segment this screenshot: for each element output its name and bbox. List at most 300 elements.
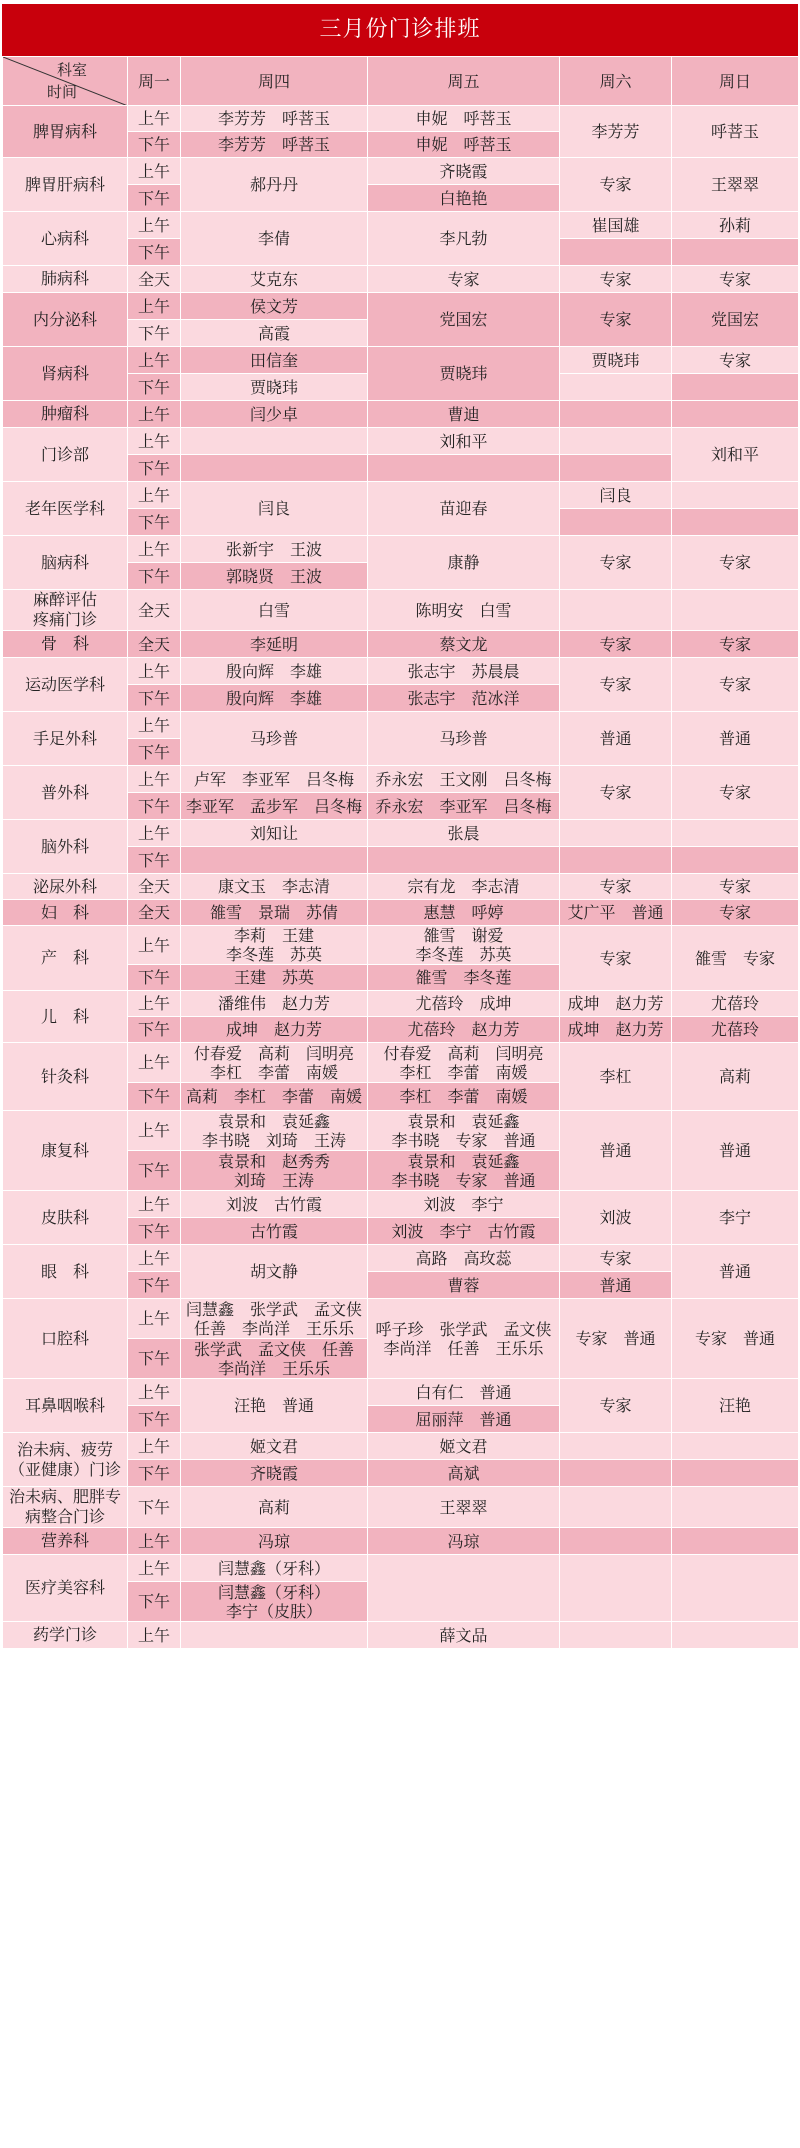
schedule-cell-sun: 雒雪 专家 xyxy=(672,926,799,991)
schedule-cell-sun: 专家 xyxy=(672,874,799,900)
schedule-cell-thu xyxy=(181,455,368,482)
table-row xyxy=(3,1433,799,1460)
header-day: 周日 xyxy=(672,57,799,106)
schedule-cell-sun xyxy=(672,820,799,847)
schedule-cell-fri xyxy=(368,847,560,874)
session-time: 上午 xyxy=(128,347,181,374)
schedule-cell-thu: 田信奎 xyxy=(181,347,368,374)
session-time: 下午 xyxy=(128,1582,181,1622)
schedule-cell-sun xyxy=(672,482,799,509)
table-row xyxy=(3,1245,799,1272)
schedule-cell-fri xyxy=(368,1043,560,1083)
schedule-cell-sun: 专家 xyxy=(672,658,799,712)
schedule-cell-thu: 李芳芳 呼菩玉 xyxy=(181,106,368,132)
cell-line: 李尚洋 王乐乐 xyxy=(217,1358,330,1378)
schedule-cell-thu: 贾晓玮 xyxy=(181,374,368,401)
schedule-cell-fri: 姬文君 xyxy=(368,1433,560,1460)
corner-label-time: 时间 xyxy=(47,83,78,101)
department-name: 皮肤科 xyxy=(3,1191,128,1245)
department-name: 脾胃病科 xyxy=(3,106,128,158)
schedule-cell-sat: 专家 xyxy=(560,1379,672,1433)
department-name: 妇 科 xyxy=(3,900,128,926)
schedule-cell-fri: 尤蓓玲 成坤 xyxy=(368,991,560,1017)
schedule-cell-sat xyxy=(560,1433,672,1460)
session-time: 下午 xyxy=(128,1272,181,1299)
schedule-cell-fri: 雒雪 李冬莲 xyxy=(368,965,560,991)
header-corner-cell xyxy=(3,57,128,106)
schedule-cell-thu: 康文玉 李志清 xyxy=(181,874,368,900)
session-time: 上午 xyxy=(128,991,181,1017)
schedule-cell-fri: 屈丽萍 普通 xyxy=(368,1406,560,1433)
schedule-cell-sat: 专家 xyxy=(560,631,672,658)
table-row xyxy=(3,631,799,658)
department-name: 手足外科 xyxy=(3,712,128,766)
schedule-cell-sun: 普通 xyxy=(672,712,799,766)
department-name: 肾病科 xyxy=(3,347,128,401)
session-time: 下午 xyxy=(128,374,181,401)
schedule-cell-sun xyxy=(672,374,799,401)
session-time: 下午 xyxy=(128,185,181,212)
table-row xyxy=(3,428,799,455)
schedule-cell-sat xyxy=(560,1528,672,1555)
schedule-cell-fri: 蔡文龙 xyxy=(368,631,560,658)
schedule-cell-fri: 高斌 xyxy=(368,1460,560,1487)
session-time: 上午 xyxy=(128,428,181,455)
table-row xyxy=(3,1043,799,1083)
schedule-cell-sat xyxy=(560,1460,672,1487)
schedule-cell-thu: 汪艳 普通 xyxy=(181,1379,368,1433)
schedule-cell-fri: 马珍普 xyxy=(368,712,560,766)
schedule-cell-fri: 曹蓉 xyxy=(368,1272,560,1299)
department-name: 脾胃肝病科 xyxy=(3,158,128,212)
schedule-cell-thu: 李延明 xyxy=(181,631,368,658)
schedule-cell-thu: 王建 苏英 xyxy=(181,965,368,991)
department-name: 肿瘤科 xyxy=(3,401,128,428)
schedule-cell-fri: 贾晓玮 xyxy=(368,347,560,401)
schedule-cell-thu: 高莉 李杠 李蕾 南媛 xyxy=(181,1083,368,1111)
cell-line: 李书晓 专家 普通 xyxy=(391,1170,536,1190)
session-time: 全天 xyxy=(128,874,181,900)
schedule-cell-thu: 胡文静 xyxy=(181,1245,368,1299)
schedule-cell-fri: 申妮 呼菩玉 xyxy=(368,106,560,132)
schedule-cell-sat xyxy=(560,428,672,455)
cell-line: 李书晓 专家 普通 xyxy=(391,1130,536,1150)
session-time: 下午 xyxy=(128,1083,181,1111)
session-time: 下午 xyxy=(128,563,181,590)
table-row xyxy=(3,106,799,132)
department-name: 医疗美容科 xyxy=(3,1555,128,1622)
schedule-cell-sun: 王翠翠 xyxy=(672,158,799,212)
schedule-cell-fri: 冯琼 xyxy=(368,1528,560,1555)
session-time: 下午 xyxy=(128,1017,181,1043)
schedule-cell-sat xyxy=(560,509,672,536)
schedule-cell-sat: 普通 xyxy=(560,1272,672,1299)
session-time: 下午 xyxy=(128,1460,181,1487)
schedule-cell-sat: 专家 xyxy=(560,926,672,991)
schedule-cell-sat xyxy=(560,1487,672,1528)
schedule-cell-fri: 乔永宏 王文刚 吕冬梅 xyxy=(368,766,560,793)
schedule-cell-fri: 王翠翠 xyxy=(368,1487,560,1528)
header-day: 周一 xyxy=(128,57,181,106)
cell-line: 李尚洋 任善 王乐乐 xyxy=(383,1338,544,1358)
schedule-cell-sat: 专家 xyxy=(560,266,672,293)
cell-line: 雒雪 谢爱 xyxy=(423,926,504,945)
department-name: 老年医学科 xyxy=(3,482,128,536)
department-name: 运动医学科 xyxy=(3,658,128,712)
schedule-cell-fri xyxy=(368,455,560,482)
schedule-cell-thu xyxy=(181,847,368,874)
schedule-cell-fri: 尤蓓玲 赵力芳 xyxy=(368,1017,560,1043)
session-time: 下午 xyxy=(128,1339,181,1379)
department-name: 骨 科 xyxy=(3,631,128,658)
session-time: 下午 xyxy=(128,685,181,712)
schedule-cell-fri: 张晨 xyxy=(368,820,560,847)
department-name: 营养科 xyxy=(3,1528,128,1555)
schedule-cell-sun: 专家 xyxy=(672,631,799,658)
schedule-cell-fri: 白艳艳 xyxy=(368,185,560,212)
schedule-cell-thu: 侯文芳 xyxy=(181,293,368,320)
session-time: 全天 xyxy=(128,631,181,658)
schedule-cell-fri xyxy=(368,926,560,965)
department-name: 普外科 xyxy=(3,766,128,820)
schedule-cell-sun xyxy=(672,847,799,874)
schedule-cell-thu: 冯琼 xyxy=(181,1528,368,1555)
schedule-cell-sat xyxy=(560,455,672,482)
schedule-cell-fri: 曹迪 xyxy=(368,401,560,428)
schedule-cell-sun: 专家 普通 xyxy=(672,1299,799,1379)
schedule-cell-sat: 专家 xyxy=(560,158,672,212)
schedule-cell-fri: 专家 xyxy=(368,266,560,293)
schedule-cell-sun: 专家 xyxy=(672,536,799,590)
cell-line: 闫慧鑫（牙科） xyxy=(217,1582,330,1602)
schedule-cell-thu xyxy=(181,1151,368,1191)
table-row xyxy=(3,1191,799,1218)
schedule-cell-sat: 普通 xyxy=(560,1111,672,1191)
schedule-cell-fri: 苗迎春 xyxy=(368,482,560,536)
schedule-cell-thu: 古竹霞 xyxy=(181,1218,368,1245)
schedule-cell-fri xyxy=(368,1151,560,1191)
department-name xyxy=(3,1487,128,1528)
department-name: 针灸科 xyxy=(3,1043,128,1111)
cell-line: 治未病、疲劳 xyxy=(16,1439,113,1459)
schedule-cell-fri: 惠慧 呼婷 xyxy=(368,900,560,926)
schedule-cell-fri: 康静 xyxy=(368,536,560,590)
schedule-cell-thu xyxy=(181,1111,368,1151)
header-day: 周四 xyxy=(181,57,368,106)
department-name: 内分泌科 xyxy=(3,293,128,347)
schedule-cell-sun xyxy=(672,509,799,536)
table-row xyxy=(3,293,799,320)
schedule-cell-thu: 姬文君 xyxy=(181,1433,368,1460)
schedule-cell-sun: 普通 xyxy=(672,1111,799,1191)
table-row xyxy=(3,658,799,685)
department-name: 产 科 xyxy=(3,926,128,991)
schedule-cell-thu: 李倩 xyxy=(181,212,368,266)
cell-line: 付春爱 高莉 闫明亮 xyxy=(193,1043,354,1063)
schedule-cell-thu xyxy=(181,1043,368,1083)
schedule-cell-sun xyxy=(672,1433,799,1460)
session-time: 上午 xyxy=(128,401,181,428)
schedule-cell-sat xyxy=(560,1622,672,1649)
department-name: 脑病科 xyxy=(3,536,128,590)
cell-line: 李宁（皮肤） xyxy=(225,1601,322,1621)
department-name: 耳鼻咽喉科 xyxy=(3,1379,128,1433)
schedule-cell-thu xyxy=(181,1339,368,1379)
schedule-cell-thu: 张新宇 王波 xyxy=(181,536,368,563)
schedule-cell-sat xyxy=(560,374,672,401)
cell-line: 袁景和 袁延鑫 xyxy=(407,1111,520,1131)
cell-line: 麻醉评估 xyxy=(32,590,97,609)
session-time: 下午 xyxy=(128,739,181,766)
schedule-cell-sun xyxy=(672,1460,799,1487)
schedule-cell-sun: 刘和平 xyxy=(672,428,799,482)
schedule-cell-sat: 专家 xyxy=(560,536,672,590)
table-row xyxy=(3,1379,799,1406)
session-time: 上午 xyxy=(128,536,181,563)
schedule-cell-sat xyxy=(560,820,672,847)
cell-line: 李杠 李蕾 南媛 xyxy=(209,1062,338,1082)
schedule-cell-sat: 专家 xyxy=(560,658,672,712)
schedule-cell-sat: 刘波 xyxy=(560,1191,672,1245)
schedule-cell-thu: 闫少卓 xyxy=(181,401,368,428)
header-day: 周五 xyxy=(368,57,560,106)
table-row xyxy=(3,820,799,847)
schedule-cell-fri: 齐晓霞 xyxy=(368,158,560,185)
session-time: 上午 xyxy=(128,482,181,509)
session-time: 下午 xyxy=(128,1406,181,1433)
schedule-cell-sat: 崔国雄 xyxy=(560,212,672,239)
table-row xyxy=(3,1487,799,1528)
session-time: 上午 xyxy=(128,1299,181,1339)
department-name: 眼 科 xyxy=(3,1245,128,1299)
schedule-cell-sun xyxy=(672,239,799,266)
schedule-cell-thu xyxy=(181,1299,368,1339)
table-row xyxy=(3,590,799,631)
schedule-cell-sun: 普通 xyxy=(672,1245,799,1299)
table-row xyxy=(3,401,799,428)
schedule-cell-sun: 尤蓓玲 xyxy=(672,1017,799,1043)
department-name: 儿 科 xyxy=(3,991,128,1043)
schedule-cell-sun xyxy=(672,1555,799,1622)
session-time: 上午 xyxy=(128,766,181,793)
schedule-cell-sun: 汪艳 xyxy=(672,1379,799,1433)
session-time: 下午 xyxy=(128,1487,181,1528)
session-time: 下午 xyxy=(128,847,181,874)
cell-line: （亚健康）门诊 xyxy=(8,1459,121,1479)
department-name: 药学门诊 xyxy=(3,1622,128,1649)
schedule-cell-sun: 党国宏 xyxy=(672,293,799,347)
schedule-cell-sat: 李杠 xyxy=(560,1043,672,1111)
schedule-cell-thu: 闫慧鑫（牙科） xyxy=(181,1555,368,1582)
schedule-cell-fri xyxy=(368,1555,560,1622)
schedule-cell-thu: 殷向辉 李雄 xyxy=(181,685,368,712)
department-name: 门诊部 xyxy=(3,428,128,482)
schedule-cell-fri: 陈明安 白雪 xyxy=(368,590,560,631)
table-row xyxy=(3,926,799,965)
table-row xyxy=(3,1299,799,1339)
department-name: 脑外科 xyxy=(3,820,128,874)
schedule-cell-fri: 党国宏 xyxy=(368,293,560,347)
schedule-cell-sat: 专家 普通 xyxy=(560,1299,672,1379)
schedule-cell-thu: 成坤 赵力芳 xyxy=(181,1017,368,1043)
session-time: 上午 xyxy=(128,712,181,739)
schedule-cell-thu xyxy=(181,1622,368,1649)
table-row xyxy=(3,1111,799,1151)
table-row xyxy=(3,874,799,900)
department-name: 泌尿外科 xyxy=(3,874,128,900)
department-name: 心病科 xyxy=(3,212,128,266)
session-time: 上午 xyxy=(128,820,181,847)
schedule-cell-thu: 马珍普 xyxy=(181,712,368,766)
schedule-table xyxy=(2,56,799,1649)
table-row xyxy=(3,1622,799,1649)
schedule-cell-thu xyxy=(181,428,368,455)
session-time: 上午 xyxy=(128,1555,181,1582)
table-row xyxy=(3,347,799,374)
schedule-cell-sat: 成坤 赵力芳 xyxy=(560,991,672,1017)
schedule-cell-sun: 专家 xyxy=(672,266,799,293)
session-time: 下午 xyxy=(128,793,181,820)
schedule-cell-sun xyxy=(672,590,799,631)
schedule-cell-fri: 申妮 呼菩玉 xyxy=(368,132,560,158)
schedule-cell-sun: 专家 xyxy=(672,766,799,820)
schedule-cell-sat: 专家 xyxy=(560,766,672,820)
schedule-cell-sat xyxy=(560,401,672,428)
session-time: 全天 xyxy=(128,266,181,293)
session-time: 全天 xyxy=(128,590,181,631)
cell-line: 病整合门诊 xyxy=(24,1507,105,1526)
schedule-cell-thu: 殷向辉 李雄 xyxy=(181,658,368,685)
table-row xyxy=(3,712,799,739)
cell-line: 李冬莲 苏英 xyxy=(225,945,322,964)
schedule-cell-fri: 刘和平 xyxy=(368,428,560,455)
table-row xyxy=(3,482,799,509)
schedule-cell-thu: 李亚军 孟步军 吕冬梅 xyxy=(181,793,368,820)
session-time: 上午 xyxy=(128,1111,181,1151)
department-name: 肺病科 xyxy=(3,266,128,293)
schedule-cell-fri: 李杠 李蕾 南媛 xyxy=(368,1083,560,1111)
schedule-cell-thu: 郝丹丹 xyxy=(181,158,368,212)
schedule-cell-sun: 专家 xyxy=(672,900,799,926)
table-row xyxy=(3,266,799,293)
schedule-cell-thu: 刘波 古竹霞 xyxy=(181,1191,368,1218)
table-row xyxy=(3,212,799,239)
schedule-cell-thu xyxy=(181,926,368,965)
schedule-cell-sun xyxy=(672,1487,799,1528)
session-time: 上午 xyxy=(128,1191,181,1218)
session-time: 上午 xyxy=(128,926,181,965)
schedule-cell-sat: 普通 xyxy=(560,712,672,766)
schedule-cell-sun: 高莉 xyxy=(672,1043,799,1111)
session-time: 上午 xyxy=(128,293,181,320)
cell-line: 袁景和 赵秀秀 xyxy=(217,1151,330,1171)
schedule-cell-thu: 李芳芳 呼菩玉 xyxy=(181,132,368,158)
schedule-cell-thu: 潘维伟 赵力芳 xyxy=(181,991,368,1017)
schedule-sheet xyxy=(2,0,798,1649)
schedule-cell-sat: 艾广平 普通 xyxy=(560,900,672,926)
schedule-cell-fri: 刘波 李宁 xyxy=(368,1191,560,1218)
session-time: 上午 xyxy=(128,1433,181,1460)
session-time: 上午 xyxy=(128,106,181,132)
schedule-cell-fri xyxy=(368,1299,560,1379)
schedule-cell-sun xyxy=(672,1622,799,1649)
schedule-cell-sat xyxy=(560,1555,672,1622)
table-row xyxy=(3,900,799,926)
schedule-cell-fri: 薛文品 xyxy=(368,1622,560,1649)
schedule-cell-sat xyxy=(560,239,672,266)
schedule-cell-sat: 李芳芳 xyxy=(560,106,672,158)
session-time: 下午 xyxy=(128,239,181,266)
schedule-cell-sun: 孙莉 xyxy=(672,212,799,239)
schedule-cell-sat: 闫良 xyxy=(560,482,672,509)
schedule-cell-thu: 刘知让 xyxy=(181,820,368,847)
table-row xyxy=(3,1555,799,1582)
header-day: 周六 xyxy=(560,57,672,106)
schedule-cell-sun xyxy=(672,1528,799,1555)
cell-line: 付春爱 高莉 闫明亮 xyxy=(383,1043,544,1063)
session-time: 下午 xyxy=(128,455,181,482)
cell-line: 袁景和 袁延鑫 xyxy=(217,1111,330,1131)
session-time: 全天 xyxy=(128,900,181,926)
department-name xyxy=(3,1433,128,1487)
schedule-cell-fri: 宗有龙 李志清 xyxy=(368,874,560,900)
schedule-cell-sun xyxy=(672,401,799,428)
cell-line: 闫慧鑫 张学武 孟文侠 xyxy=(185,1299,362,1319)
session-time: 上午 xyxy=(128,158,181,185)
schedule-cell-fri: 乔永宏 李亚军 吕冬梅 xyxy=(368,793,560,820)
schedule-cell-sat: 专家 xyxy=(560,1245,672,1272)
department-name: 康复科 xyxy=(3,1111,128,1191)
schedule-cell-sat: 专家 xyxy=(560,874,672,900)
table-row xyxy=(3,991,799,1017)
session-time: 下午 xyxy=(128,132,181,158)
cell-line: 刘琦 王涛 xyxy=(233,1170,314,1190)
schedule-cell-fri: 高路 高玫蕊 xyxy=(368,1245,560,1272)
session-time: 上午 xyxy=(128,212,181,239)
department-name xyxy=(3,590,128,631)
corner-label-department: 科室 xyxy=(56,61,87,79)
cell-line: 任善 李尚洋 王乐乐 xyxy=(193,1318,354,1338)
cell-line: 治未病、肥胖专 xyxy=(8,1487,121,1506)
schedule-cell-thu: 白雪 xyxy=(181,590,368,631)
schedule-cell-fri xyxy=(368,1111,560,1151)
schedule-cell-thu: 艾克东 xyxy=(181,266,368,293)
cell-line: 李杠 李蕾 南媛 xyxy=(399,1062,528,1082)
cell-line: 袁景和 袁延鑫 xyxy=(407,1151,520,1171)
schedule-cell-thu: 闫良 xyxy=(181,482,368,536)
session-time: 上午 xyxy=(128,1622,181,1649)
session-time: 上午 xyxy=(128,1245,181,1272)
schedule-cell-sun: 呼菩玉 xyxy=(672,106,799,158)
schedule-cell-sun: 尤蓓玲 xyxy=(672,991,799,1017)
schedule-cell-sat: 贾晓玮 xyxy=(560,347,672,374)
cell-line: 呼子珍 张学武 孟文侠 xyxy=(375,1319,552,1339)
page-title: 三月份门诊排班 xyxy=(2,4,798,56)
session-time: 下午 xyxy=(128,320,181,347)
table-row xyxy=(3,1528,799,1555)
schedule-cell-fri: 张志宇 范冰洋 xyxy=(368,685,560,712)
schedule-cell-thu: 卢军 李亚军 吕冬梅 xyxy=(181,766,368,793)
cell-line: 李书晓 刘琦 王涛 xyxy=(201,1130,346,1150)
schedule-cell-fri: 白有仁 普通 xyxy=(368,1379,560,1406)
schedule-cell-thu xyxy=(181,1582,368,1622)
schedule-cell-thu: 高莉 xyxy=(181,1487,368,1528)
table-row xyxy=(3,158,799,185)
schedule-cell-thu: 齐晓霞 xyxy=(181,1460,368,1487)
schedule-cell-fri: 张志宇 苏晨晨 xyxy=(368,658,560,685)
cell-line: 疼痛门诊 xyxy=(32,610,97,629)
table-row xyxy=(3,766,799,793)
